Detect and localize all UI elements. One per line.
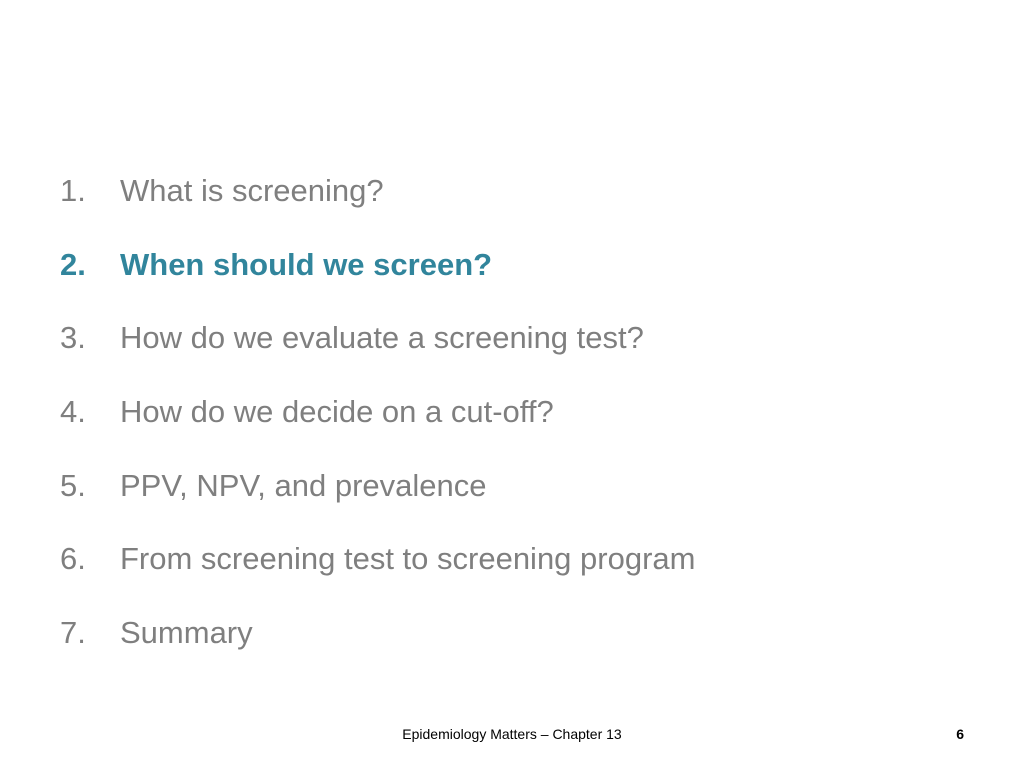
page-number: 6 (956, 726, 964, 742)
agenda-item-label: How do we evaluate a screening test? (120, 320, 644, 356)
agenda-item-number: 3. (60, 320, 86, 356)
agenda-list (60, 173, 695, 689)
agenda-item-number: 1. (60, 173, 86, 208)
agenda-item-evaluate-screening-test (60, 320, 695, 394)
agenda-item-label: From screening test to screening program (120, 541, 696, 577)
agenda-item-number: 2. (60, 246, 86, 282)
agenda-item-label: When should we screen? (120, 246, 493, 282)
agenda-item-label: How do we decide on a cut-off? (120, 394, 554, 430)
agenda-item-what-is-screening (60, 173, 695, 247)
agenda-item-label: PPV, NPV, and prevalence (120, 467, 487, 503)
agenda-item-ppv-npv-prevalence (60, 468, 695, 542)
agenda-item-label: Summary (120, 615, 253, 651)
agenda-item-number: 4. (60, 394, 86, 430)
agenda-item-number: 5. (60, 467, 86, 503)
slide-footer (0, 722, 1024, 746)
footer-text: Epidemiology Matters – Chapter 13 (402, 726, 622, 742)
agenda-item-decide-cut-off (60, 394, 695, 468)
agenda-item-when-should-we-screen (60, 247, 695, 321)
agenda-item-label: What is screening? (120, 173, 384, 208)
agenda-item-test-to-program (60, 541, 695, 615)
agenda-item-number: 6. (60, 541, 86, 577)
agenda-item-number: 7. (60, 615, 86, 651)
agenda-item-summary (60, 615, 695, 689)
